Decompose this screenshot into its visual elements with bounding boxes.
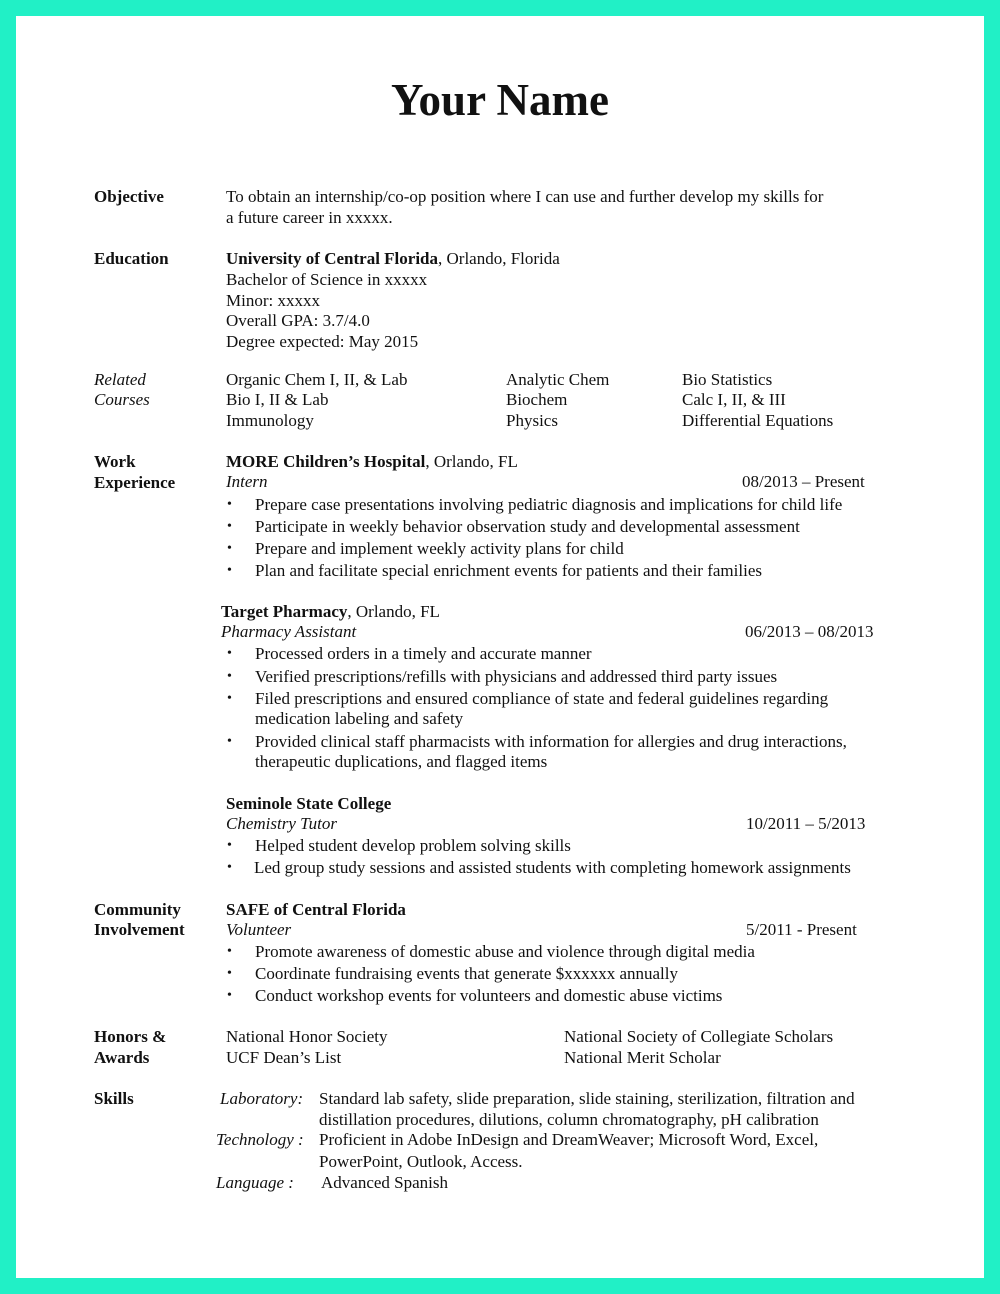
job-dates: 08/2013 – Present — [742, 472, 865, 491]
skill-text: Standard lab safety, slide preparation, slide staining, sterilization, filtration and — [319, 1089, 855, 1108]
job-bullet: Filed prescriptions and ensured compliance of state and federal guidelines regarding — [255, 689, 829, 708]
course-item: Physics — [506, 411, 558, 430]
honor-item: National Merit Scholar — [564, 1048, 721, 1067]
course-item: Bio I, II & Lab — [226, 390, 329, 409]
community-bullet: Coordinate fundraising events that generate $xxxxxx annually — [255, 964, 678, 983]
job-title: Intern — [226, 472, 268, 491]
degree: Bachelor of Science in xxxxx — [226, 270, 428, 289]
community-bullet: Conduct workshop events for volunteers and domestic abuse victims — [255, 986, 723, 1005]
honor-item: National Society of Collegiate Scholars — [564, 1027, 834, 1046]
community-heading: Involvement — [94, 920, 185, 939]
bullet-icon: • — [227, 734, 232, 749]
bullet-icon: • — [227, 541, 232, 556]
job-bullet: Plan and facilitate special enrichment events for patients and their families — [255, 561, 762, 580]
job-bullet: Helped student develop problem solving skills — [255, 836, 571, 855]
job-employer-line — [221, 602, 440, 622]
community-title: Volunteer — [226, 920, 292, 939]
bullet-icon: • — [227, 691, 232, 706]
employer-location: , Orlando, FL — [347, 602, 440, 621]
objective-line: a future career in xxxxx. — [226, 208, 393, 227]
courses-heading: Courses — [94, 390, 150, 409]
skill-text: Advanced Spanish — [321, 1173, 449, 1192]
skills-heading: Skills — [94, 1089, 134, 1108]
course-item: Calc I, II, & III — [682, 390, 786, 409]
employer-location: , Orlando, FL — [425, 452, 518, 471]
community-bullet: Promote awareness of domestic abuse and violence through digital media — [255, 942, 755, 961]
objective-heading: Objective — [94, 187, 164, 206]
community-org: SAFE of Central Florida — [226, 900, 406, 919]
honors-heading: Awards — [94, 1048, 150, 1067]
skill-text: PowerPoint, Outlook, Access. — [319, 1152, 523, 1171]
bullet-icon: • — [227, 563, 232, 578]
resume-name: Your Name — [391, 75, 609, 125]
job-bullet: Prepare case presentations involving pediatric diagnosis and implications for child life — [255, 495, 843, 514]
course-item: Analytic Chem — [506, 370, 610, 389]
job-title: Chemistry Tutor — [226, 814, 337, 833]
job-bullet: Led group study sessions and assisted students with completing homework assignments — [254, 858, 851, 877]
bullet-icon: • — [227, 497, 232, 512]
bullet-icon: • — [227, 646, 232, 661]
objective-line: To obtain an internship/co-op position where I can use and further develop my skills for — [226, 187, 824, 206]
courses-heading: Related — [94, 370, 146, 389]
job-dates: 06/2013 – 08/2013 — [745, 622, 874, 641]
work-heading: Experience — [94, 473, 176, 492]
school-name: University of Central Florida — [226, 249, 438, 268]
community-dates: 5/2011 - Present — [746, 920, 857, 939]
job-bullet: Participate in weekly behavior observation study and developmental assessment — [255, 517, 800, 536]
employer-name: Seminole State College — [226, 794, 392, 813]
job-employer-line — [226, 452, 518, 472]
employer-name: Target Pharmacy — [221, 602, 348, 621]
job-bullet: Prepare and implement weekly activity plans for child — [255, 539, 624, 558]
honor-item: UCF Dean’s List — [226, 1048, 342, 1067]
education-school-line — [226, 249, 560, 269]
degree-expected: Degree expected: May 2015 — [226, 332, 419, 351]
skill-label: Technology : — [216, 1130, 304, 1149]
work-heading: Work — [94, 452, 136, 471]
skill-label: Laboratory: — [220, 1089, 304, 1108]
job-dates: 10/2011 – 5/2013 — [746, 814, 866, 833]
skill-text: distillation procedures, dilutions, column chromatography, pH calibration — [319, 1110, 819, 1129]
course-item: Biochem — [506, 390, 568, 409]
course-item: Bio Statistics — [682, 370, 773, 389]
job-bullet-continuation: therapeutic duplications, and flagged items — [255, 752, 548, 771]
community-heading: Community — [94, 900, 181, 919]
gpa: Overall GPA: 3.7/4.0 — [226, 311, 370, 330]
bullet-icon: • — [227, 519, 232, 534]
honors-heading: Honors & — [94, 1027, 167, 1046]
honor-item: National Honor Society — [226, 1027, 388, 1046]
education-heading: Education — [94, 249, 169, 268]
skill-text: Proficient in Adobe InDesign and DreamWeaver; Microsoft Word, Excel, — [319, 1130, 819, 1149]
bullet-icon: • — [227, 966, 232, 981]
course-item: Organic Chem I, II, & Lab — [226, 370, 408, 389]
skill-label: Language : — [216, 1173, 294, 1192]
bullet-icon: • — [227, 860, 232, 875]
bullet-icon: • — [227, 838, 232, 853]
course-item: Immunology — [226, 411, 314, 430]
minor: Minor: xxxxx — [226, 291, 320, 310]
job-bullet: Provided clinical staff pharmacists with information for allergies and drug interactions, — [255, 732, 847, 751]
bullet-icon: • — [227, 944, 232, 959]
bullet-icon: • — [227, 988, 232, 1003]
course-item: Differential Equations — [682, 411, 834, 430]
job-bullet: Processed orders in a timely and accurate manner — [255, 644, 592, 663]
job-title: Pharmacy Assistant — [221, 622, 357, 641]
job-bullet-continuation: medication labeling and safety — [255, 709, 464, 728]
school-location: , Orlando, Florida — [438, 249, 560, 268]
employer-name: MORE Children’s Hospital — [226, 452, 426, 471]
bullet-icon: • — [227, 669, 232, 684]
job-bullet: Verified prescriptions/refills with physicians and addressed third party issues — [255, 667, 778, 686]
